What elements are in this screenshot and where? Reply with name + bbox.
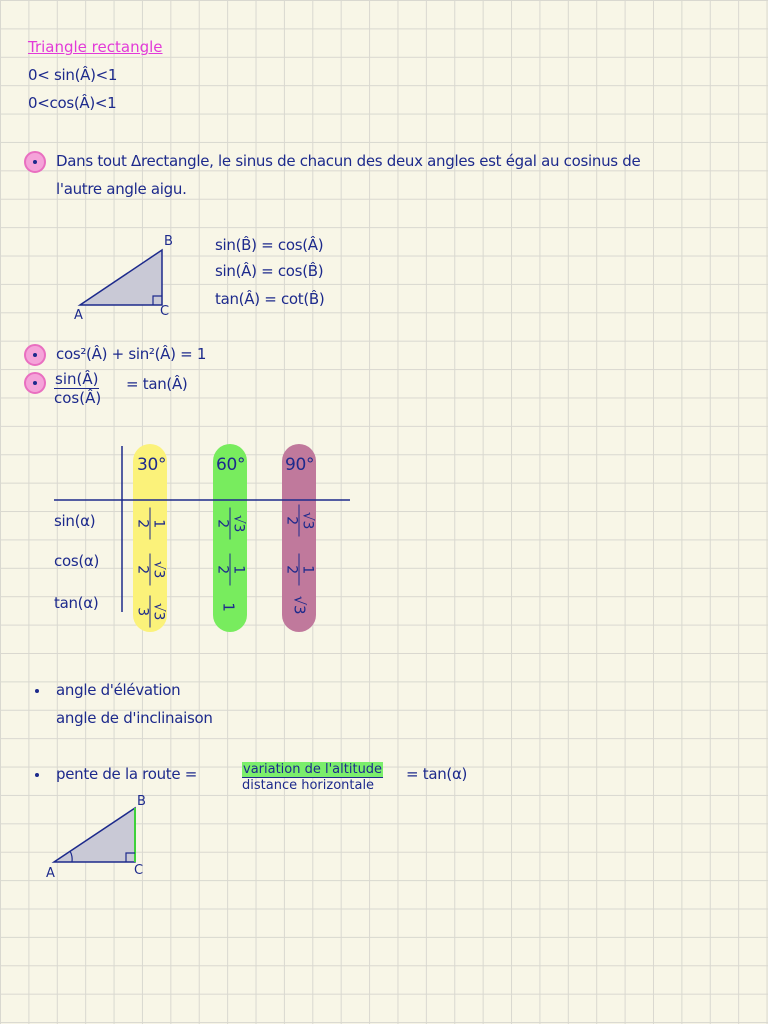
pythagorean-identity: cos²(Â) + sin²(Â) = 1 [56,345,207,363]
identity-1: sin(B̂) = cos(Â) [215,236,324,254]
inequality-cos: 0<cos(Â)<1 [28,94,117,112]
identity-2: sin(Â) = cos(B̂) [215,262,324,280]
theorem-line-1: Dans tout Δrectangle, le sinus de chacun des deux angles est égal au cosinus de [56,152,641,170]
slope-fraction [242,762,383,793]
triangle2-label-b: B [137,794,146,809]
tan-fraction-numerator: sin(Â) [55,370,99,388]
tan-equals: = tan(Â) [126,375,188,393]
cell-cos-60: 1 2 [215,554,246,586]
header-30: 30° [137,455,167,475]
cell-sin-60: √3 2 [215,508,246,540]
slope-numerator: variation de l'altitude [243,762,383,777]
inclination-angle: angle de d'inclinaison [56,709,213,727]
slope-label: pente de la route = [56,765,198,783]
theorem-line-2: l'autre angle aigu. [56,180,187,198]
cell-tan-90: √3 [290,595,309,615]
elevation-angle: angle d'élévation [56,681,181,699]
cell-tan-30: √3 3 [135,596,166,628]
triangle1-label-b: B [164,234,173,249]
triangle2-label-a: A [46,866,55,881]
identity-3: tan(Â) = cot(B̂) [215,290,325,308]
bullet-icon [35,689,39,693]
cell-sin-90: √3 2 [284,505,315,537]
bullet-icon [35,773,39,777]
triangle1-label-c: C [160,304,169,319]
tan-fraction-denominator: cos(Â) [54,389,102,407]
slope-denominator: distance horizontale [242,778,375,793]
header-60: 60° [216,455,246,475]
cell-cos-90: 1 2 [284,554,315,586]
header-90: 90° [285,455,315,475]
row-label-tan: tan(α) [54,594,99,612]
row-label-sin: sin(α) [54,512,96,530]
row-label-cos: cos(α) [54,552,100,570]
triangle2-label-c: C [134,863,143,878]
cell-sin-30: 1 2 [135,508,166,540]
page-title: Triangle rectangle [28,38,163,56]
triangle1-label-a: A [74,308,83,323]
slope-equals: = tan(α) [406,765,468,783]
inequality-sin: 0< sin(Â)<1 [28,66,118,84]
cell-tan-60: 1 [219,602,238,612]
cell-cos-30: √3 2 [135,554,166,586]
